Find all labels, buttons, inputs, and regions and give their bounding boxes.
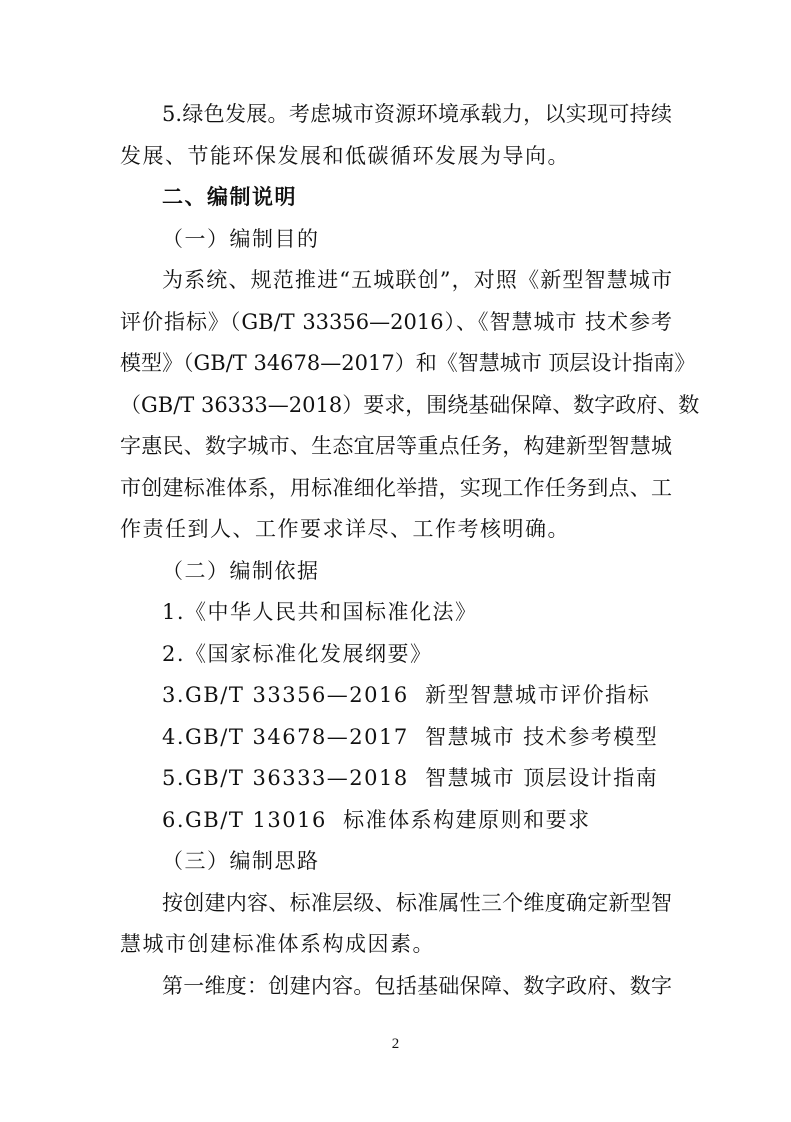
paragraph-purpose-line-5: 字惠民、数字城市、生态宜居等重点任务，构建新型智慧城 <box>120 434 672 458</box>
page-number: 2 <box>391 1036 400 1052</box>
paragraph-purpose-line-6: 市创建标准体系，用标准细化举措，实现工作任务到点、工 <box>120 475 672 500</box>
section-heading-compilation-notes: 二、编制说明 <box>162 185 297 209</box>
paragraph-purpose-line-2: 评价指标》（GB/T 33356—2016）、《智慧城市 技术参考 <box>120 309 672 334</box>
basis-list-item-5: 5.GB/T 36333—2018 智慧城市 顶层设计指南 <box>162 766 659 790</box>
paragraph-green-development-line-2: 发展、节能环保发展和低碳循环发展为导向。 <box>120 143 570 168</box>
paragraph-approach-line-1: 按创建内容、标准层级、标准属性三个维度确定新型智 <box>162 890 672 915</box>
paragraph-purpose-line-3: 模型》（GB/T 34678—2017）和《智慧城市 顶层设计指南》 <box>120 351 696 375</box>
basis-list-item-1: 1.《中华人民共和国标准化法》 <box>162 600 478 624</box>
paragraph-approach-line-2: 慧城市创建标准体系构成因素。 <box>120 932 435 956</box>
basis-list-item-2: 2.《国家标准化发展纲要》 <box>162 641 433 666</box>
paragraph-purpose-line-7: 作责任到人、工作要求详尽、工作考核明确。 <box>120 517 570 541</box>
subheading-compilation-purpose: （一）编制目的 <box>162 226 320 251</box>
subheading-compilation-basis: （二）编制依据 <box>162 558 320 583</box>
paragraph-green-development-line-1: 5.绿色发展。考虑城市资源环境承载力，以实现可持续 <box>162 102 672 126</box>
basis-list-item-3: 3.GB/T 33356—2016 新型智慧城市评价指标 <box>162 683 651 707</box>
paragraph-purpose-line-1: 为系统、规范推进“五城联创”，对照《新型智慧城市 <box>162 268 672 292</box>
basis-list-item-4: 4.GB/T 34678—2017 智慧城市 技术参考模型 <box>162 724 659 749</box>
basis-list-item-6: 6.GB/T 13016 标准体系构建原则和要求 <box>162 807 591 832</box>
document-body <box>120 94 700 1007</box>
paragraph-first-dimension-line-1: 第一维度：创建内容。包括基础保障、数字政府、数字 <box>162 973 672 998</box>
subheading-compilation-approach: （三）编制思路 <box>162 849 320 873</box>
paragraph-purpose-line-4: （GB/T 36333—2018）要求，围绕基础保障、数字政府、数 <box>120 392 700 417</box>
